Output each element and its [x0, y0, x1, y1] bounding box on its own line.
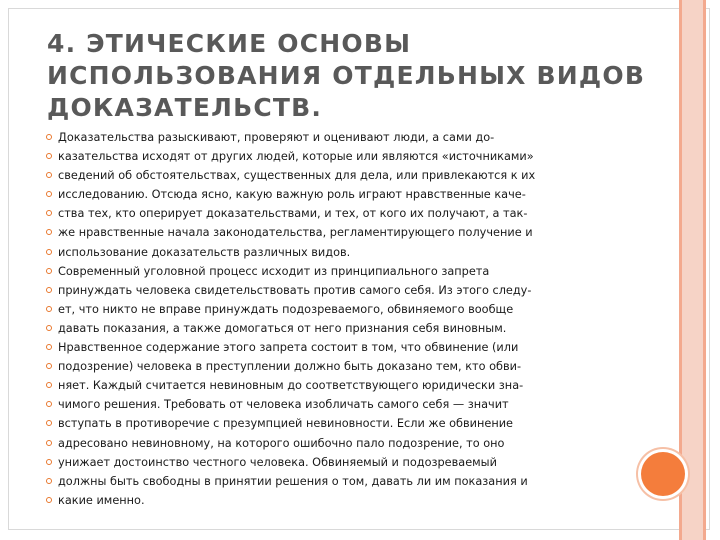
body-line	[46, 281, 606, 300]
body-line	[46, 243, 606, 262]
body-line-text: вступать в противоречие с презумпцией невиновности. Если же обвинение	[58, 417, 514, 431]
bullet-icon	[46, 153, 52, 159]
body-line-text: какие именно.	[58, 493, 145, 507]
body-line-text: ства тех, кто оперирует доказательствами, и тех, от кого их получают, а так-	[58, 207, 528, 221]
bullet-icon	[46, 440, 52, 446]
decorative-stripe	[682, 0, 703, 540]
body-line-text: Доказательства разыскивают, проверяют и оценивают люди, а сами до-	[58, 131, 495, 144]
body-line	[46, 185, 606, 204]
body-line	[46, 395, 606, 414]
body-line	[46, 262, 606, 281]
bullet-icon	[46, 287, 52, 293]
bullet-icon	[46, 497, 52, 503]
body-text-list	[46, 128, 606, 510]
body-line-text: няет. Каждый считается невиновным до соответствующего юридически зна-	[58, 379, 524, 393]
bullet-icon	[46, 306, 52, 312]
body-line	[46, 147, 606, 166]
accent-circle-icon	[641, 452, 685, 496]
body-line	[46, 319, 606, 338]
body-line-text: адресовано невиновному, на которого ошибочно пало подозрение, то оно	[58, 436, 505, 450]
body-line-text: Современный уголовной процесс исходит из принципиального запрета	[58, 264, 490, 278]
bullet-icon	[46, 344, 52, 350]
bullet-icon	[46, 478, 52, 484]
body-line	[46, 128, 606, 147]
decorative-stripe-line-right	[703, 0, 706, 540]
bullet-icon	[46, 420, 52, 426]
body-line	[46, 204, 606, 223]
body-line-text: исследованию. Отсюда ясно, какую важную роль играют нравственные каче-	[58, 188, 526, 202]
bullet-icon	[46, 325, 52, 331]
bullet-icon	[46, 459, 52, 465]
bullet-icon	[46, 382, 52, 388]
bullet-icon	[46, 210, 52, 216]
body-line-text: ет, что никто не вправе принуждать подозреваемого, обвиняемого вообще	[58, 302, 514, 316]
body-line	[46, 357, 606, 376]
body-line-text: унижает достоинство честного человека. Обвиняемый и подозреваемый	[58, 455, 497, 469]
body-line-text: же нравственные начала законодательства, регламентирующего получение и	[58, 226, 533, 240]
body-line-text: давать показания, а также домогаться от него признания себя виновным.	[58, 321, 507, 335]
bullet-icon	[46, 191, 52, 197]
body-line	[46, 338, 606, 357]
body-line	[46, 434, 606, 453]
body-line-text: подозрение) человека в преступлении должно быть доказано тем, кто обви-	[58, 360, 522, 374]
body-line-text: чимого решения. Требовать от человека изобличать самого себя — значит	[58, 398, 509, 412]
body-line	[46, 376, 606, 395]
body-line-text: Нравственное содержание этого запрета состоит в том, что обвинение (или	[58, 341, 519, 355]
bullet-icon	[46, 401, 52, 407]
body-line	[46, 472, 606, 491]
body-line-text: казательства исходят от других людей, которые или являются «источниками»	[58, 150, 534, 164]
body-line-text: принуждать человека свидетельствовать против самого себя. Из этого следу-	[58, 283, 532, 297]
bullet-icon	[46, 249, 52, 255]
bullet-icon	[46, 363, 52, 369]
body-line	[46, 166, 606, 185]
body-line-text: должны быть свободны в принятии решения о том, давать ли им показания и	[58, 474, 528, 488]
bullet-icon	[46, 172, 52, 178]
body-line	[46, 414, 606, 433]
bullet-icon	[46, 268, 52, 274]
body-line-text: использование доказательств различных видов.	[58, 245, 351, 259]
bullet-icon	[46, 134, 52, 140]
bullet-icon	[46, 229, 52, 235]
body-line	[46, 223, 606, 242]
body-line-text: сведений об обстоятельствах, существенных для дела, или привлекаются к их	[58, 169, 536, 183]
body-line	[46, 300, 606, 319]
body-line	[46, 491, 606, 510]
body-line	[46, 453, 606, 472]
slide-title: 4. ЭТИЧЕСКИЕ ОСНОВЫ ИСПОЛЬЗОВАНИЯ ОТДЕЛЬНЫХ ВИДОВ ДОКАЗАТЕЛЬСТВ.	[47, 29, 646, 122]
